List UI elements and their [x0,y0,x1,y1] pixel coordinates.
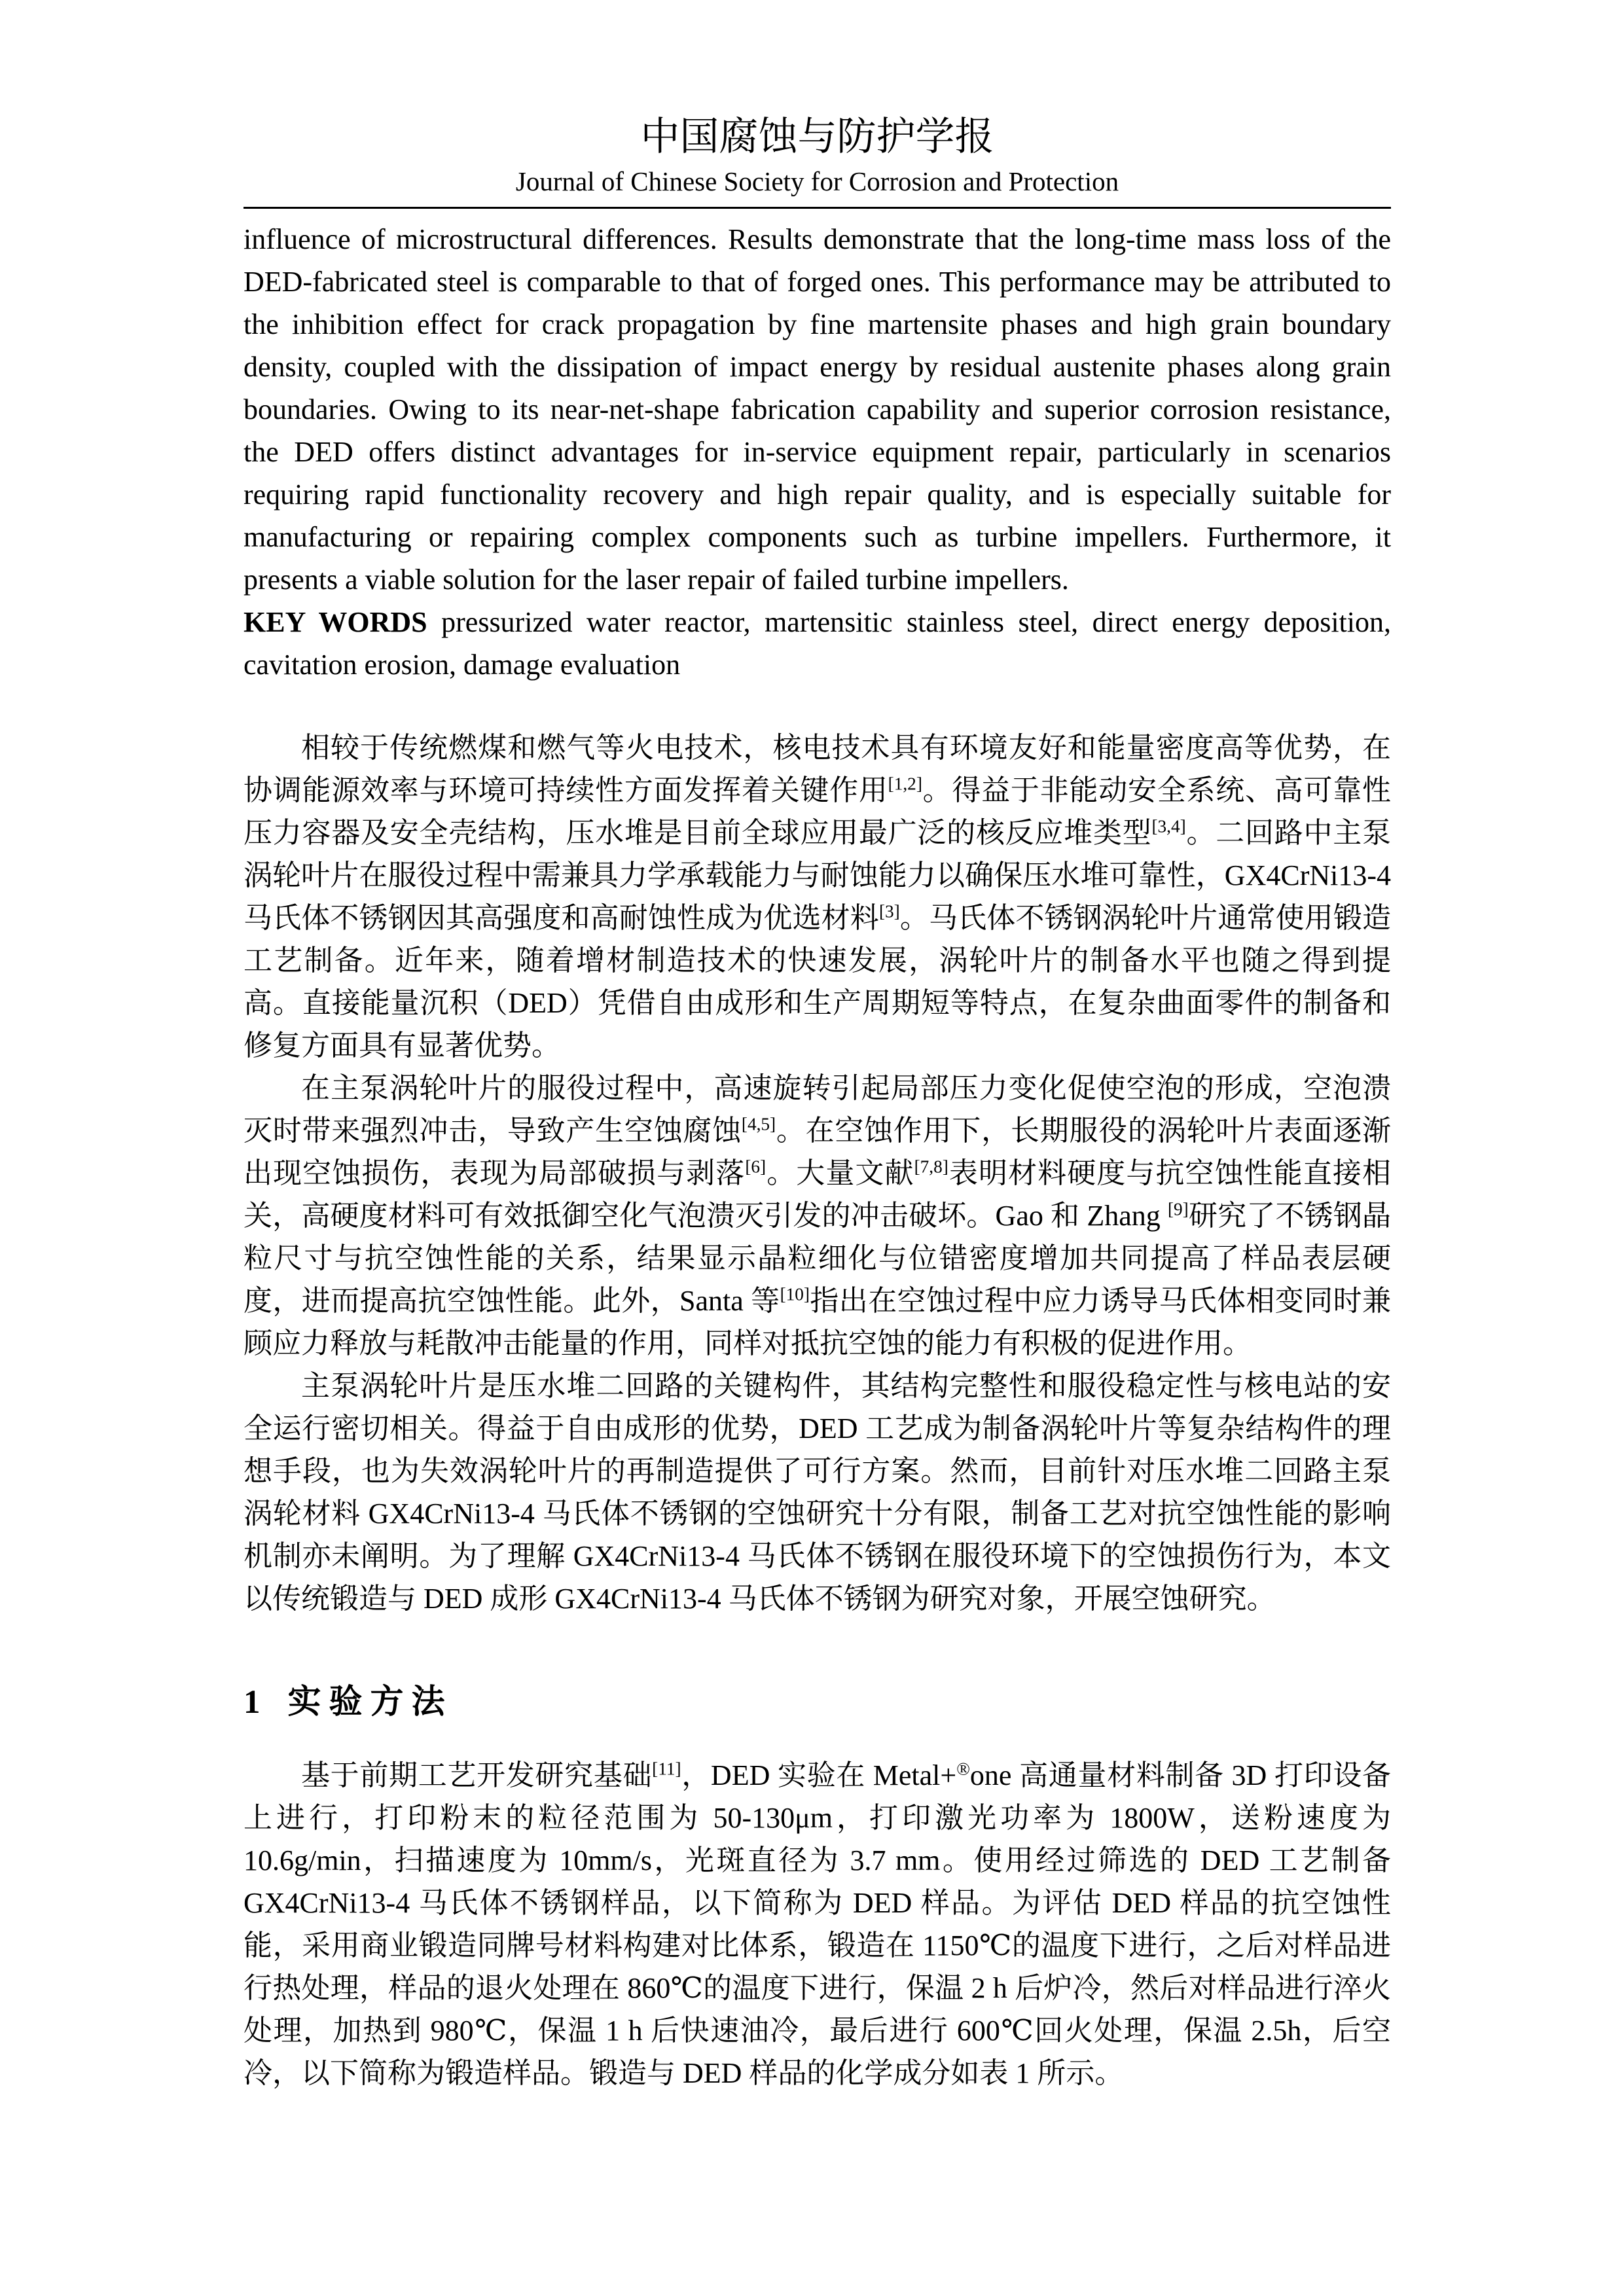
section-number: 1 [244,1684,261,1721]
journal-header [244,113,1391,209]
page-content [244,218,1391,2094]
section-heading-experimental-method [244,1683,1391,1723]
body-paragraph-3: 主泵涡轮叶片是压水堆二回路的关键构件，其结构完整性和服役稳定性与核电站的安全运行密切相关。得益于自由成形的优势，DED 工艺成为制备涡轮叶片等复杂结构件的理想手段，也为失效涡轮叶片的再制造提供了可行方案。然而，目前针对压水堆二回路主泵涡轮材料 GX4CrNi13-4 马氏体不锈钢的空蚀研究十分有限，制备工艺对抗空蚀性能的影响机制亦未阐明。为了理解 GX4CrNi13-4 马氏体不锈钢在服役环境下的空蚀损伤行为，本文以传统锻造与 DED 成形 GX4CrNi13-4 马氏体不锈钢为研究对象，开展空蚀研究。 [244,1370,1391,1615]
body-paragraph-2: 在主泵涡轮叶片的服役过程中，高速旋转引起局部压力变化促使空泡的形成，空泡溃灭时带来强烈冲击，导致产生空蚀腐蚀[4,5]。在空蚀作用下，长期服役的涡轮叶片表面逐渐出现空蚀损伤，表现为局部破损与剥落[6]。大量文献[7,8]表明材料硬度与抗空蚀性能直接相关，高硬度材料可有效抵御空化气泡溃灭引发的冲击破坏。Gao 和 Zhang [9]研究了不锈钢晶粒尺寸与抗空蚀性能的关系，结果显示晶粒细化与位错密度增加共同提高了样品表层硬度，进而提高抗空蚀性能。此外，Santa 等[10]指出在空蚀过程中应力诱导马氏体相变同时兼顾应力释放与耗散冲击能量的作用，同样对抵抗空蚀的能力有积极的促进作用。 [244,1072,1392,1360]
journal-title-english: Journal of Chinese Society for Corrosion and Protection [515,166,1119,196]
section-paragraph-1: 基于前期工艺开发研究基础[11]，DED 实验在 Metal+®one 高通量材料制备 3D 打印设备上进行，打印粉末的粒径范围为 50-130μm，打印激光功率为 1800W，送粉速度为 10.6g/min，扫描速度为 10mm/s，光斑直径为 3.7 mm。使用经过筛选的 DED 工艺制备 GX4CrNi13-4 马氏体不锈钢样品，以下简称为 DED 样品。为评估 DED 样品的抗空蚀性能，采用商业锻造同牌号材料构建对比体系，锻造在 1150℃的温度下进行，之后对样品进行热处理，样品的退火处理在 860℃的温度下进行，保温 2 h 后炉冷，然后对样品进行淬火处理，加热到 980℃，保温 1 h 后快速油冷，最后进行 600℃回火处理，保温 2.5h，后空冷，以下简称为锻造样品。锻造与 DED 样品的化学成分如表 1 所示。 [244,1759,1392,2090]
header-divider [244,207,1391,209]
introduction-section [244,726,1391,1620]
body-paragraph-1: 相较于传统燃煤和燃气等火电技术，核电技术具有环境友好和能量密度高等优势，在协调能源效率与环境可持续性方面发挥着关键作用[1,2]。得益于非能动安全系统、高可靠性压力容器及安全壳结构，压水堆是目前全球应用最广泛的核反应堆类型[3,4]。二回路中主泵涡轮叶片在服役过程中需兼具力学承载能力与耐蚀能力以确保压水堆可靠性，GX4CrNi13-4 马氏体不锈钢因其高强度和高耐蚀性成为优选材料[3]。马氏体不锈钢涡轮叶片通常使用锻造工艺制备。近年来，随着增材制造技术的快速发展，涡轮叶片的制备水平也随之得到提高。直接能量沉积（DED）凭借自由成形和生产周期短等特点，在复杂曲面零件的制备和修复方面具有显著优势。 [244,732,1392,1062]
keywords-text: pressurized water reactor, martensitic stainless steel, direct energy deposition, cavitation erosion, damage evaluation [244,606,1391,681]
abstract-continuation-paragraph: influence of microstructural differences. Results demonstrate that the long-time mass loss of the DED-fabricated steel is comparable to that of forged ones. This performance may be attributed to the inhibition effect for crack propagation by fine martensite phases and high grain boundary density, coupled with the dissipation of impact energy by residual austenite phases along grain boundaries. Owing to its near-net-shape fabrication capability and superior corrosion resistance, the DED offers distinct advantages for in-service equipment repair, particularly in scenarios requiring rapid functionality recovery and high repair quality, and is especially suitable for manufacturing or repairing complex components such as turbine impellers. Furthermore, it presents a viable solution for the laser repair of failed turbine impellers. [244,223,1391,596]
journal-title-chinese: 中国腐蚀与防护学报 [640,115,994,158]
keywords-paragraph [244,601,1391,686]
keywords-label: KEY WORDS [244,606,427,639]
section-title: 实验方法 [287,1684,453,1721]
